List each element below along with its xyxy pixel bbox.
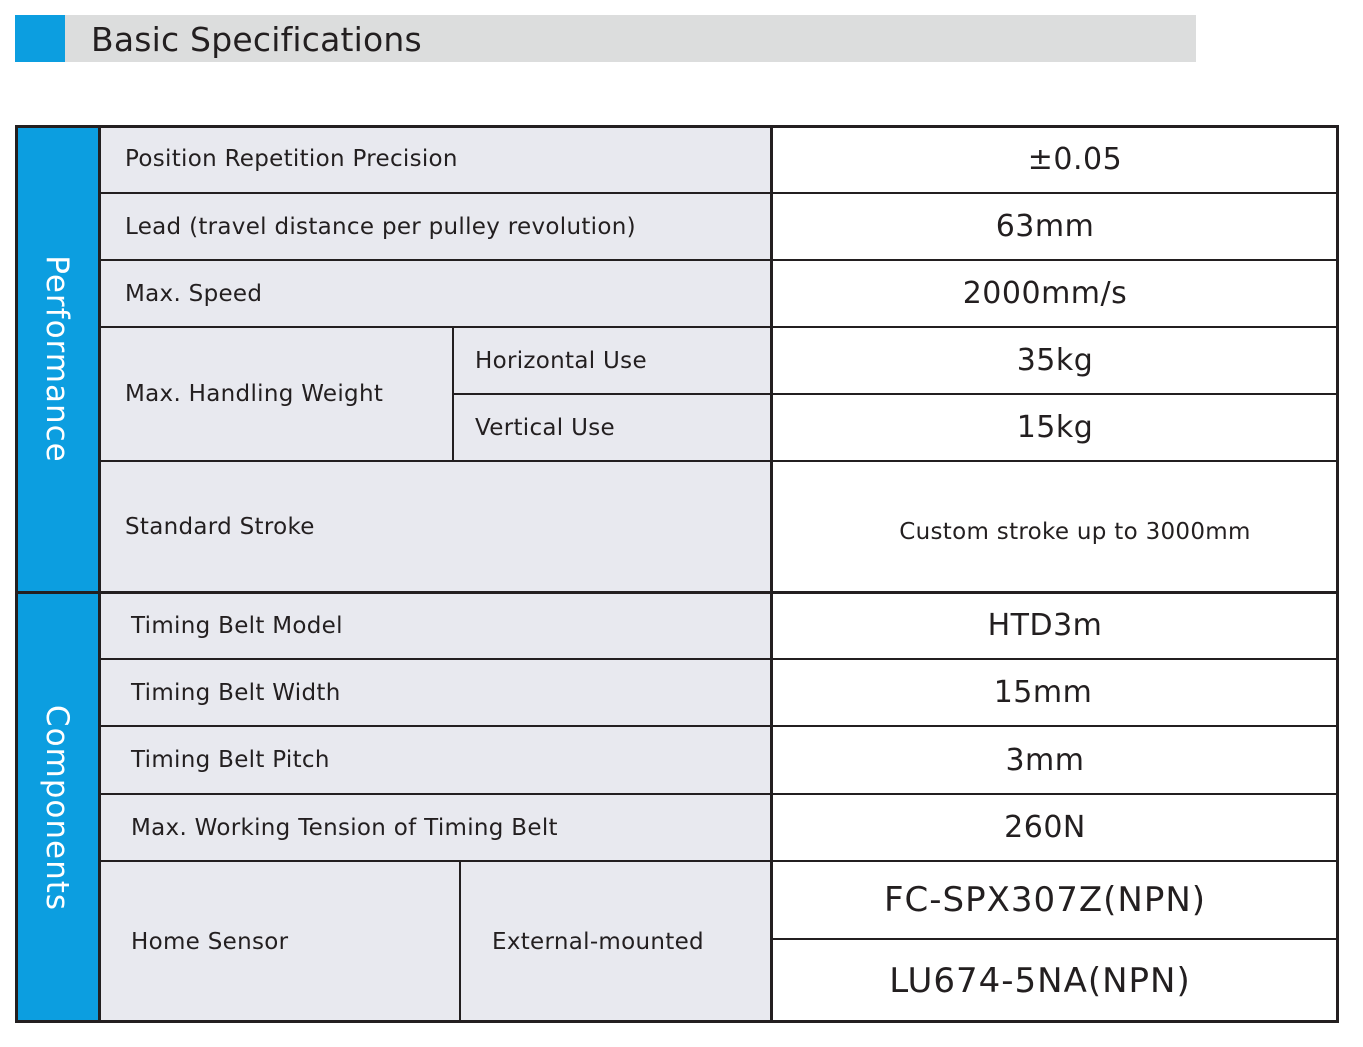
home-sensor-value-2: LU674-5NA(NPN): [771, 939, 1339, 1023]
performance-category: [15, 125, 99, 592]
row-line: [99, 192, 1339, 194]
home-sensor-value-1: FC-SPX307Z(NPN): [771, 861, 1339, 939]
belt-pitch-label: Timing Belt Pitch: [99, 726, 771, 794]
row-line: [771, 938, 1339, 940]
border-left: [15, 125, 18, 1023]
row-line: [99, 793, 1339, 795]
belt-tension-label: Max. Working Tension of Timing Belt: [99, 794, 771, 861]
row-line: [99, 658, 1339, 660]
lead-value: 63mm: [771, 193, 1339, 260]
belt-tension-value: 260N: [771, 794, 1339, 861]
spec-table: [15, 125, 1339, 1023]
performance-label: Performance: [39, 254, 75, 463]
vertical-use-value: 15kg: [771, 394, 1339, 461]
handling-weight-label: Max. Handling Weight: [99, 327, 453, 461]
belt-width-value: 15mm: [771, 659, 1339, 726]
stroke-label: Standard Stroke: [99, 461, 771, 592]
home-sensor-label: Home Sensor: [99, 861, 460, 1023]
position-precision-value: ±0.05: [771, 125, 1339, 193]
belt-pitch-value: 3mm: [771, 726, 1339, 794]
section-header: [15, 15, 1196, 62]
row-line: [99, 460, 1339, 462]
max-speed-value: 2000mm/s: [771, 260, 1339, 327]
header-accent: [15, 15, 65, 62]
divider-sensor-sub: [459, 861, 461, 1023]
row-line: [453, 393, 1339, 395]
horizontal-use-value: 35kg: [771, 327, 1339, 394]
lead-label: Lead (travel distance per pulley revolution): [99, 193, 771, 260]
row-line: [99, 326, 1339, 328]
section-divider: [15, 591, 1339, 594]
vertical-use-label: Vertical Use: [453, 394, 771, 461]
row-line: [99, 860, 1339, 862]
components-category: [15, 592, 99, 1023]
max-speed-label: Max. Speed: [99, 260, 771, 327]
components-label: Components: [39, 704, 75, 911]
row-line: [99, 725, 1339, 727]
border-bottom: [15, 1020, 1339, 1023]
section-title: Basic Specifications: [91, 20, 422, 59]
home-sensor-type: External-mounted: [460, 861, 771, 1023]
position-precision-label: Position Repetition Precision: [99, 125, 771, 193]
belt-model-label: Timing Belt Model: [99, 592, 771, 659]
row-line: [99, 259, 1339, 261]
belt-width-label: Timing Belt Width: [99, 659, 771, 726]
horizontal-use-label: Horizontal Use: [453, 327, 771, 394]
belt-model-value: HTD3m: [771, 592, 1339, 659]
stroke-value: Custom stroke up to 3000mm: [771, 461, 1339, 592]
border-top: [15, 125, 1339, 128]
